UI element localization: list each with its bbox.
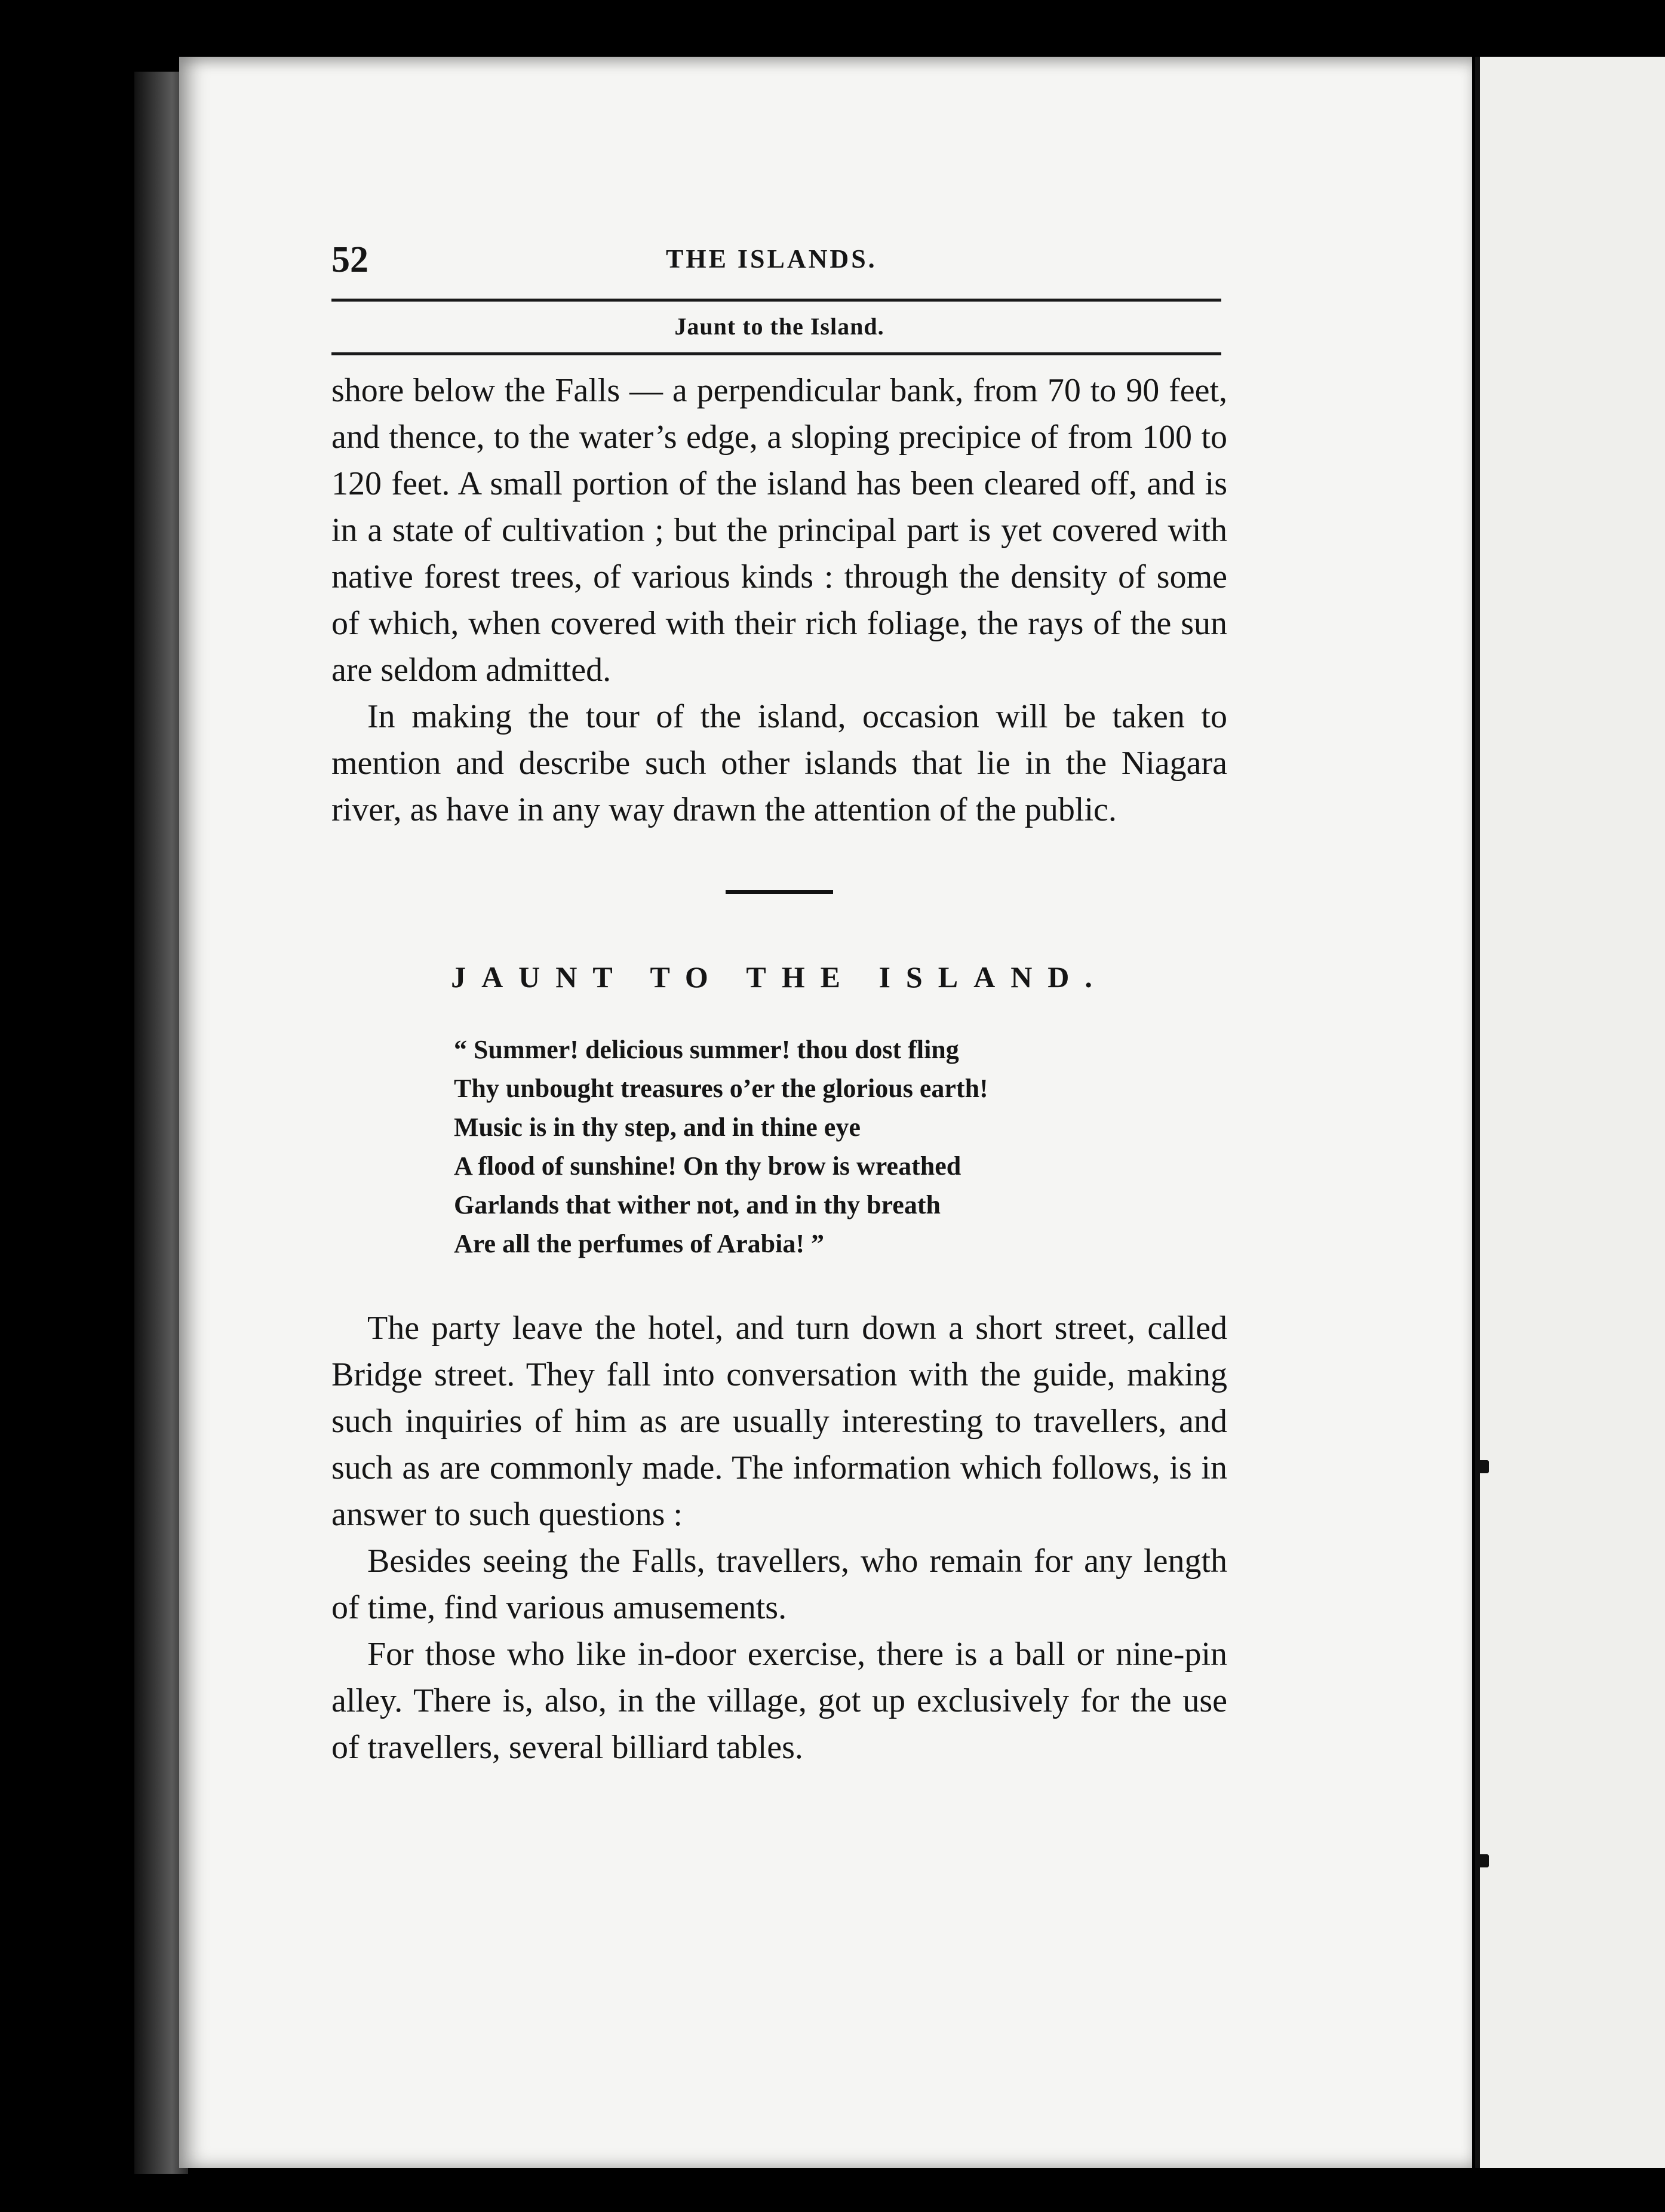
poem-line: A flood of sunshine! On thy brow is wreathed: [454, 1151, 961, 1181]
header-rule-bottom: [331, 352, 1221, 355]
running-head: [331, 227, 1227, 299]
header-rule-top: [331, 299, 1221, 302]
page-edge-mark: [1478, 1854, 1489, 1867]
page-content: [331, 227, 1227, 1771]
paragraph: Besides seeing the Falls, travellers, who remain for any length of time, find various amusements.: [331, 1543, 1227, 1626]
paragraph: The party leave the hotel, and turn down a short street, called Bridge street. They fall into conversation with the guide, making such inquiries of him as are usually interesting to travellers, and such as are commonly made. The information which follows, is in answer to such questions :: [331, 1310, 1227, 1533]
page-number: 52: [331, 239, 368, 280]
poem-line: Thy unbought treasures o’er the glorious earth!: [454, 1074, 988, 1103]
poem-line: Are all the perfumes of Arabia! ”: [454, 1229, 824, 1258]
paragraph: In making the tour of the island, occasion will be taken to mention and describe such other islands that lie in the Niagara river, as have in any way drawn the attention of the public.: [331, 698, 1227, 828]
section-subhead: Jaunt to the Island.: [674, 313, 884, 340]
poem-epigraph: [454, 1030, 1227, 1263]
paragraph: For those who like in-door exercise, there is a ball or nine-pin alley. There is, also, in the village, got up exclusively for the use of travellers, several billiard tables.: [331, 1636, 1227, 1766]
running-title: THE ISLANDS.: [666, 244, 877, 274]
poem-line: “ Summer! delicious summer! thou dost fling: [454, 1035, 959, 1064]
facing-page-edge: [1475, 57, 1665, 2168]
body-text: [331, 1305, 1227, 1771]
section-title: JAUNT TO THE ISLAND.: [451, 960, 1108, 994]
poem-line: Music is in thy step, and in thine eye: [454, 1113, 861, 1142]
poem-line: Garlands that wither not, and in thy breath: [454, 1190, 941, 1219]
page-edge-mark: [1478, 1460, 1489, 1473]
section-separator: [726, 890, 833, 894]
paragraph: shore below the Falls — a perpendicular bank, from 70 to 90 feet, and thence, to the water’s edge, a sloping precipice of from 100 to 120 feet. A small portion of the island has been cleared off, and is in a state of cultivation ; but the principal part is yet covered with native forest trees, of various kinds : through the density of some of which, when covered with their rich foliage, the rays of the sun are seldom admitted.: [331, 372, 1227, 689]
